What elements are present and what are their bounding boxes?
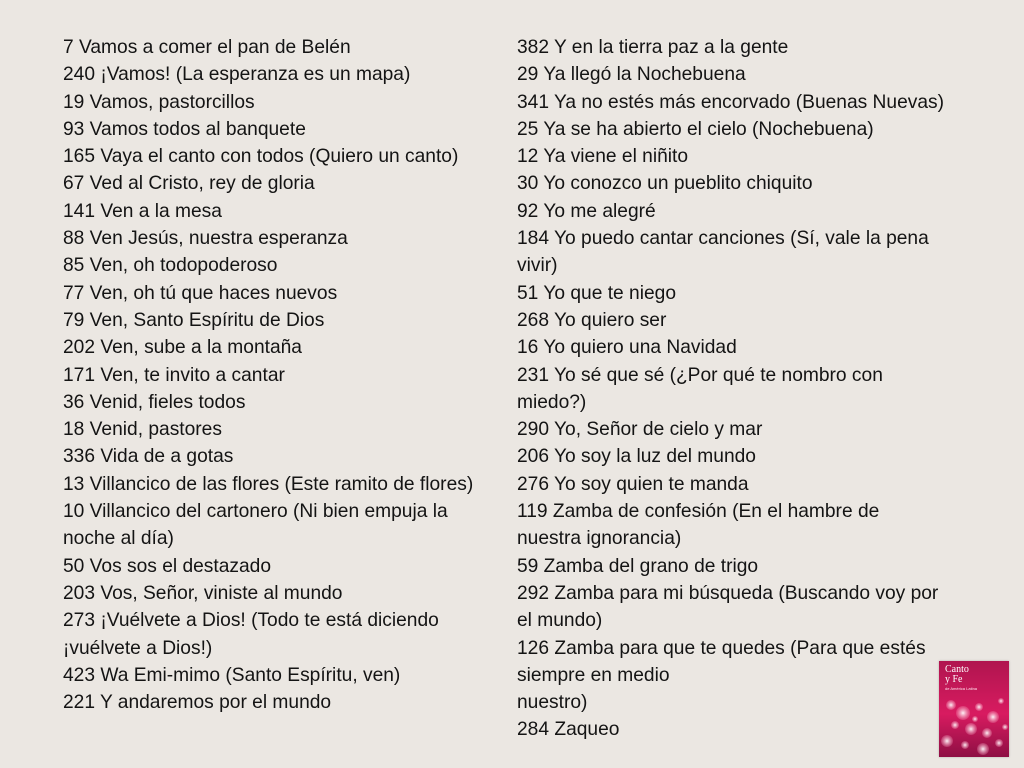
- song-entry: [517, 716, 967, 743]
- song-entry-line: 7 Vamos a comer el pan de Belén: [63, 37, 351, 58]
- song-entry: [63, 362, 508, 389]
- song-entry: [63, 116, 508, 143]
- song-entry: [517, 61, 967, 88]
- song-entry: [63, 280, 508, 307]
- song-entry-line: 284 Zaqueo: [517, 719, 620, 741]
- song-entry-line: 119 Zamba de confesión (En el hambre de: [517, 501, 880, 523]
- song-entry-line: 231 Yo sé que sé (¿Por qué te nombro con: [517, 364, 883, 386]
- song-entry: [63, 170, 508, 197]
- song-entry: [63, 307, 508, 334]
- song-entry: [63, 553, 508, 580]
- song-entry-line: 79 Ven, Santo Espíritu de Dios: [63, 309, 325, 331]
- song-entry: [517, 225, 967, 280]
- song-entry-line: 165 Vaya el canto con todos (Quiero un canto): [63, 146, 459, 168]
- song-entry: [63, 225, 508, 252]
- song-entry-line: 336 Vida de a gotas: [63, 446, 234, 468]
- song-entry-line: 29 Ya llegó la Nochebuena: [517, 64, 746, 86]
- song-entry-line: 268 Yo quiero ser: [517, 309, 667, 331]
- song-entry: [517, 170, 967, 197]
- song-entry: [63, 252, 508, 279]
- song-entry-line: el mundo): [517, 610, 603, 632]
- song-entry-line: 290 Yo, Señor de cielo y mar: [517, 419, 763, 441]
- song-entry: [517, 116, 967, 143]
- song-entry-line: 93 Vamos todos al banquete: [63, 118, 306, 140]
- song-entry-line: 341 Ya no estés más encorvado (Buenas Nuevas): [517, 91, 944, 113]
- book-title: Canto y Fe: [945, 664, 969, 685]
- song-entry-line: 382 Y en la tierra paz a la gente: [517, 37, 789, 58]
- song-entry-line: 13 Villancico de las flores (Este ramito de flores): [63, 473, 474, 495]
- song-entry-line: 423 Wa Emi-mimo (Santo Espíritu, ven): [63, 664, 401, 686]
- song-entry-line: 202 Ven, sube a la montaña: [63, 337, 302, 359]
- song-entry-line: 141 Ven a la mesa: [63, 200, 222, 222]
- song-entry: [63, 607, 508, 662]
- song-entry: [517, 280, 967, 307]
- song-entry-line: 25 Ya se ha abierto el cielo (Nochebuena): [517, 118, 874, 140]
- song-entry: [63, 61, 508, 88]
- song-entry-line: 12 Ya viene el niñito: [517, 146, 689, 168]
- song-entry: [517, 580, 967, 635]
- song-entry-line: 67 Ved al Cristo, rey de gloria: [63, 173, 315, 195]
- song-entry: [517, 34, 967, 61]
- song-entry-line: 36 Venid, fieles todos: [63, 391, 246, 413]
- song-entry: [63, 389, 508, 416]
- book-subtitle: de América Latina: [945, 686, 978, 691]
- song-entry-line: 126 Zamba para que te quedes (Para que estés: [517, 637, 926, 659]
- song-entry: [517, 635, 967, 717]
- song-entry-line: 88 Ven Jesús, nuestra esperanza: [63, 228, 348, 250]
- song-entry-line: 10 Villancico del cartonero (Ni bien empuja la: [63, 501, 448, 523]
- song-entry-line: 77 Ven, oh tú que haces nuevos: [63, 282, 338, 304]
- song-entry: [63, 198, 508, 225]
- song-entry-line: 203 Vos, Señor, viniste al mundo: [63, 582, 343, 604]
- song-entry: [63, 443, 508, 470]
- song-entry: [517, 334, 967, 361]
- song-entry-line: 92 Yo me alegré: [517, 200, 656, 222]
- song-entry-line: nuestro): [517, 692, 588, 714]
- song-entry-line: 59 Zamba del grano de trigo: [517, 555, 759, 577]
- song-entry-line: 51 Yo que te niego: [517, 282, 676, 304]
- song-entry: [63, 689, 508, 716]
- song-entry: [517, 307, 967, 334]
- song-entry-line: ¡vuélvete a Dios!): [63, 637, 213, 659]
- song-entry-line: 171 Ven, te invito a cantar: [63, 364, 285, 386]
- song-entry: [517, 553, 967, 580]
- song-entry-line: 184 Yo puedo cantar canciones (Sí, vale la pena: [517, 228, 929, 250]
- song-entry-line: miedo?): [517, 391, 587, 413]
- song-entry-line: 292 Zamba para mi búsqueda (Buscando voy por: [517, 582, 939, 604]
- song-entry: [517, 416, 967, 443]
- song-entry: [63, 471, 508, 498]
- song-entry-line: 206 Yo soy la luz del mundo: [517, 446, 756, 468]
- song-entry-line: 240 ¡Vamos! (La esperanza es un mapa): [63, 64, 411, 86]
- song-entry: [517, 443, 967, 470]
- song-entry-line: 16 Yo quiero una Navidad: [517, 337, 737, 359]
- song-entry: [517, 89, 967, 116]
- canto-y-fe-book-cover: [939, 661, 1009, 757]
- song-entry: [63, 143, 508, 170]
- song-index-right-column: [517, 34, 967, 744]
- song-entry: [63, 498, 508, 553]
- song-entry: [63, 89, 508, 116]
- song-entry: [63, 334, 508, 361]
- song-entry: [517, 471, 967, 498]
- song-entry-line: 30 Yo conozco un pueblito chiquito: [517, 173, 813, 195]
- song-entry: [517, 198, 967, 225]
- song-entry-line: 85 Ven, oh todopoderoso: [63, 255, 278, 277]
- song-entry-line: noche al día): [63, 528, 174, 550]
- song-entry: [63, 34, 508, 61]
- song-entry: [517, 143, 967, 170]
- song-entry: [63, 416, 508, 443]
- song-index-left-column: [63, 34, 508, 716]
- song-entry: [517, 362, 967, 417]
- song-entry-line: vivir): [517, 255, 558, 277]
- song-entry-line: nuestra ignorancia): [517, 528, 682, 550]
- song-entry-line: 19 Vamos, pastorcillos: [63, 91, 255, 113]
- song-entry: [63, 580, 508, 607]
- song-entry-line: 50 Vos sos el destazado: [63, 555, 272, 577]
- song-entry: [63, 662, 508, 689]
- song-entry-line: siempre en medio: [517, 664, 670, 686]
- song-entry: [517, 498, 967, 553]
- song-entry-line: 18 Venid, pastores: [63, 419, 222, 441]
- song-entry-line: 276 Yo soy quien te manda: [517, 473, 749, 495]
- song-entry-line: 273 ¡Vuélvete a Dios! (Todo te está diciendo: [63, 610, 439, 632]
- song-entry-line: 221 Y andaremos por el mundo: [63, 692, 332, 714]
